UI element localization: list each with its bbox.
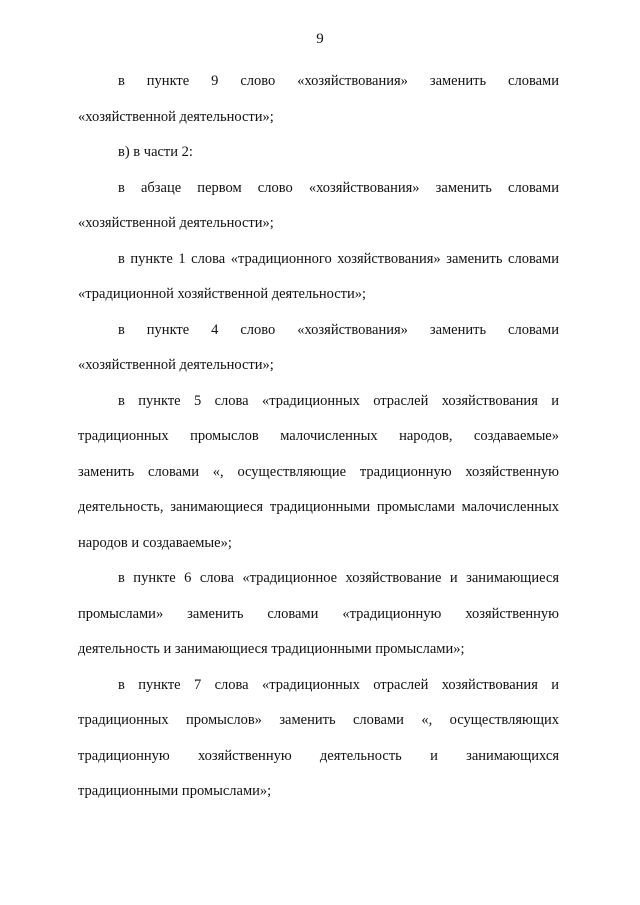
text-line: деятельность и занимающиеся традиционными промыслами»;: [78, 641, 465, 657]
text-line: «традиционной хозяйственной деятельности»;: [78, 286, 367, 302]
text-line: народов и создаваемые»;: [78, 534, 232, 551]
paragraph-item-7: [78, 668, 559, 810]
paragraph-part-2-heading: [78, 135, 559, 171]
document-body: [78, 64, 559, 810]
text-line: в пункте 1 слова «традиционного хозяйствования» заменить словами: [118, 250, 559, 267]
text-line: «хозяйственной деятельности»;: [78, 215, 274, 231]
page-number: 9: [316, 31, 324, 47]
text-line: традиционными промыслами»;: [78, 783, 272, 799]
text-line: в пункте 6 слова «традиционное хозяйствование и занимающиеся: [118, 570, 559, 586]
text-line: в пункте 7 слова «традиционных отраслей хозяйствования и: [118, 676, 559, 693]
paragraph-item-4: [78, 313, 559, 384]
text-line: в пункте 5 слова «традиционных отраслей хозяйствования и: [118, 392, 559, 409]
text-line: промыслами» заменить словами «традиционную хозяйственную: [78, 605, 559, 622]
text-line: заменить словами «, осуществляющие традиционную хозяйственную: [78, 463, 559, 480]
text-line: традиционных промыслов малочисленных народов, создаваемые»: [78, 428, 559, 444]
text-line: «хозяйственной деятельности»;: [78, 108, 274, 125]
text-line: в абзаце первом слово «хозяйствования» заменить словами: [118, 179, 559, 196]
text-line: традиционных промыслов» заменить словами «, осуществляющих: [78, 712, 559, 728]
text-line: «хозяйственной деятельности»;: [78, 357, 274, 373]
text-line: деятельность, занимающиеся традиционными промыслами малочисленных: [78, 499, 559, 515]
text-line: в) в части 2:: [118, 144, 193, 160]
paragraph-item-5: [78, 384, 559, 562]
text-line: в пункте 4 слово «хозяйствования» заменить словами: [118, 321, 559, 338]
text-line: традиционную хозяйственную деятельность и занимающихся: [78, 747, 559, 764]
paragraph-first-abzac: [78, 171, 559, 242]
paragraph-item-1: [78, 242, 559, 313]
paragraph-item-6: [78, 561, 559, 668]
text-line: в пункте 9 слово «хозяйствования» заменить словами: [118, 73, 559, 89]
paragraph-item-9: [78, 64, 559, 135]
